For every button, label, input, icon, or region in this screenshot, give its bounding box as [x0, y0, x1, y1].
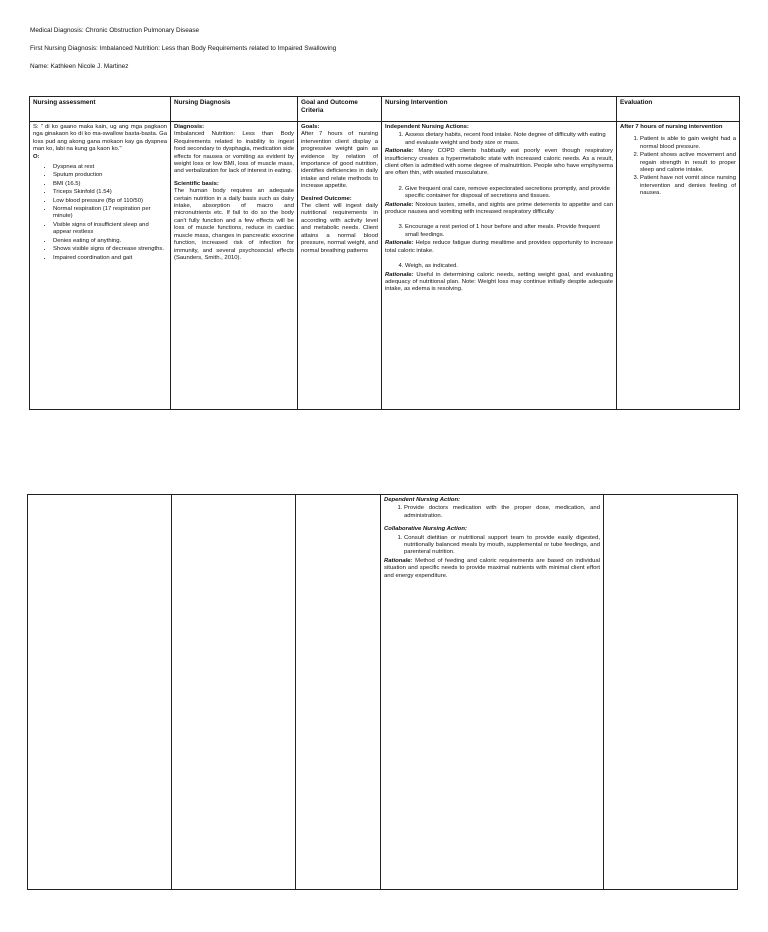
rationale-text: Useful in determining caloric needs, setting weight goal, and evaluating adequacy of nutritional plan. Note: Weight loss may continue initially despite adequate intake, as edema is resolving.: [385, 271, 613, 293]
evaluation-intro: After 7 hours of nursing intervention: [620, 124, 723, 130]
intervention-action: 2. Give frequent oral care, remove expectorated secretions promptly, and provide specific container for disposal of secretions and tissues.: [405, 186, 613, 201]
objective-label: O:: [33, 153, 40, 160]
rationale: [384, 558, 600, 580]
goals-label: Goals:: [301, 124, 320, 130]
collaborative-actions-label: Collaborative Nursing Action:: [384, 526, 467, 533]
first-nursing-diagnosis: First Nursing Diagnosis: Imbalanced Nutrition: Less than Body Requirements related to Impaired Swallowing: [30, 45, 337, 52]
desired-outcome-text: The client will ingest daily nutritional requirements in according with activity level and metabolic needs. Client attains a normal blood pressure, normal weight, and normal breathing patterns: [301, 203, 378, 254]
intervention-action: 4. Weigh, as indicated.: [405, 263, 613, 270]
intervention-list: [385, 186, 613, 201]
list-item: • Triceps Skinfold (1.54): [53, 189, 167, 196]
rationale-text: Noxious tastes, smells, and sights are prime deterrents to appetite and can produce nausea and vomiting with increased respiratory difficulty: [385, 201, 613, 216]
rationale: [385, 202, 613, 217]
rationale-label: Rationale:: [385, 148, 414, 155]
rationale: [385, 148, 613, 178]
rationale-text: Helps reduce fatigue during mealtime and provides opportunity to increase total caloric intake.: [385, 240, 613, 254]
dependent-list: [384, 505, 600, 520]
intervention-action: 1. Assess dietary habits, recent food intake. Note degree of difficulty with eating and evaluate weight and body size or mass.: [405, 132, 613, 147]
diagnosis-label: Diagnosis:: [174, 124, 205, 130]
diagnosis-cell-empty: [172, 495, 296, 890]
intervention-list: [385, 263, 613, 270]
rationale-label: Rationale:: [385, 271, 414, 278]
list-item: • Shows visible signs of decrease strengths.: [53, 246, 167, 253]
list-item: 3. Patient have not vomit since nursing intervention and denies feeling of nausea.: [640, 175, 736, 197]
list-item: • Denies eating of anything.: [53, 238, 167, 245]
list-item: • Visible signs of insufficient sleep and appear restless: [53, 222, 167, 237]
assessment-cell-empty: [28, 495, 172, 890]
scientific-basis-text: The human body requires an adequate certain nutrition in a daily basis such as dairy intake, absorption of macro and micronutrients etc. If fail to do so the body can't fully function and a few effects will be loss of muscle functions, reduce in cardiac muscle mass, changes in pancreatic exocrine function, increased risk of infection for immunity, and several psychosocial effects (Saunders, Smith., 2010).: [174, 188, 294, 261]
list-item: • Impaired coordination and gait: [53, 255, 167, 262]
list-item: 2. Patient shows active movement and regain strength in result to proper sleep and calorie intake.: [640, 152, 736, 174]
assessment-cell: [30, 122, 171, 410]
list-item: 1. Provide doctors medication with the proper dose, medication, and administration.: [404, 505, 600, 520]
rationale-label: Rationale:: [384, 557, 413, 564]
medical-diagnosis: Medical Diagnosis: Chronic Obstruction Pulmonary Disease: [30, 27, 200, 34]
intervention-cell: [382, 122, 617, 410]
goals-text: After 7 hours of nursing intervention client display a progressive weight gain as evidence by relation of importance of good nutrition, identifies deficiencies in daily intake and relate methods to increase appetite.: [301, 131, 378, 190]
rationale-text: Method of feeding and caloric requirements are based on individual situation and specific needs to provide maximal nutrients with minimal client effort and energy expenditure.: [384, 557, 600, 579]
scientific-basis-label: Scientific basis:: [174, 180, 219, 187]
list-item: 1. Patient is able to gain weight had a normal blood pressure.: [640, 136, 736, 151]
care-plan-table-continued: [27, 494, 738, 890]
rationale-text: Many COPD clients habitually eat poorly even though respiratory insufficiency creates a hypermetabolic state with increased caloric needs. As a result, client often is admitted with some degree of malnutrition. People who have emphysema are often thin, with wasted musculature.: [385, 148, 614, 177]
list-item: • Sputum production: [53, 172, 167, 179]
collaborative-list: [384, 535, 600, 557]
list-item: • Normal respiration (17 respiration per minute): [53, 206, 167, 221]
list-item: • Low blood pressure (Bp of 110/50): [53, 198, 167, 205]
intervention-cell-continued: [381, 495, 604, 890]
diagnosis-cell: [171, 122, 298, 410]
subjective-data: S: " di ko gaano maka kain, ug ang mga pagkaon nga ginakaon ko di ko ma-swallow basta-basta. Ga loss pud ang akong gana mokaon kay ga dyspnea man ko, labi na kung ga kaon ko.": [33, 124, 167, 153]
col-header-evaluation: Evaluation: [617, 97, 740, 122]
patient-name: Name: Kathleen Nicole J. Martinez: [30, 63, 129, 70]
independent-actions-label: Independent Nursing Actions:: [385, 124, 469, 130]
goal-cell-empty: [296, 495, 381, 890]
list-item: • Dyspnea at rest: [53, 164, 167, 171]
intervention-list: [385, 132, 613, 147]
rationale-label: Rationale:: [385, 201, 414, 208]
evaluation-list: [620, 136, 736, 197]
rationale: [385, 240, 613, 255]
col-header-goal: Goal and Outcome Criteria: [298, 97, 382, 122]
intervention-list: [385, 224, 613, 239]
objective-list: [33, 164, 167, 262]
col-header-intervention: Nursing Intervention: [382, 97, 617, 122]
col-header-assessment: Nursing assessment: [30, 97, 171, 122]
care-plan-table: [29, 96, 740, 410]
goal-cell: [298, 122, 382, 410]
rationale: [385, 272, 613, 294]
evaluation-cell-empty: [604, 495, 738, 890]
dependent-actions-label: Dependent Nursing Action:: [384, 497, 461, 503]
list-item: 1. Consult dietitian or nutritional support team to provide easily digested, nutritionally balanced meals by mouth, supplemental or tube feedings, and parenteral nutrition.: [404, 535, 600, 557]
rationale-label: Rationale:: [385, 240, 414, 247]
intervention-action: 3. Encourage a rest period of 1 hour before and after meals. Provide frequent small feedings.: [405, 224, 613, 239]
desired-outcome-label: Desired Outcome:: [301, 195, 352, 202]
col-header-diagnosis: Nursing Diagnosis: [171, 97, 298, 122]
list-item: • BMI (16.5): [53, 181, 167, 188]
evaluation-cell: [617, 122, 740, 410]
diagnosis-text: Imbalanced Nutrition: Less than Body Requirements related to inability to ingest food secondary to dysphagia, medication side effects for nausea or vomiting as evident by weight loss or low BMI, loss of muscle mass, and verbalization for lack of interest in eating.: [174, 131, 294, 175]
